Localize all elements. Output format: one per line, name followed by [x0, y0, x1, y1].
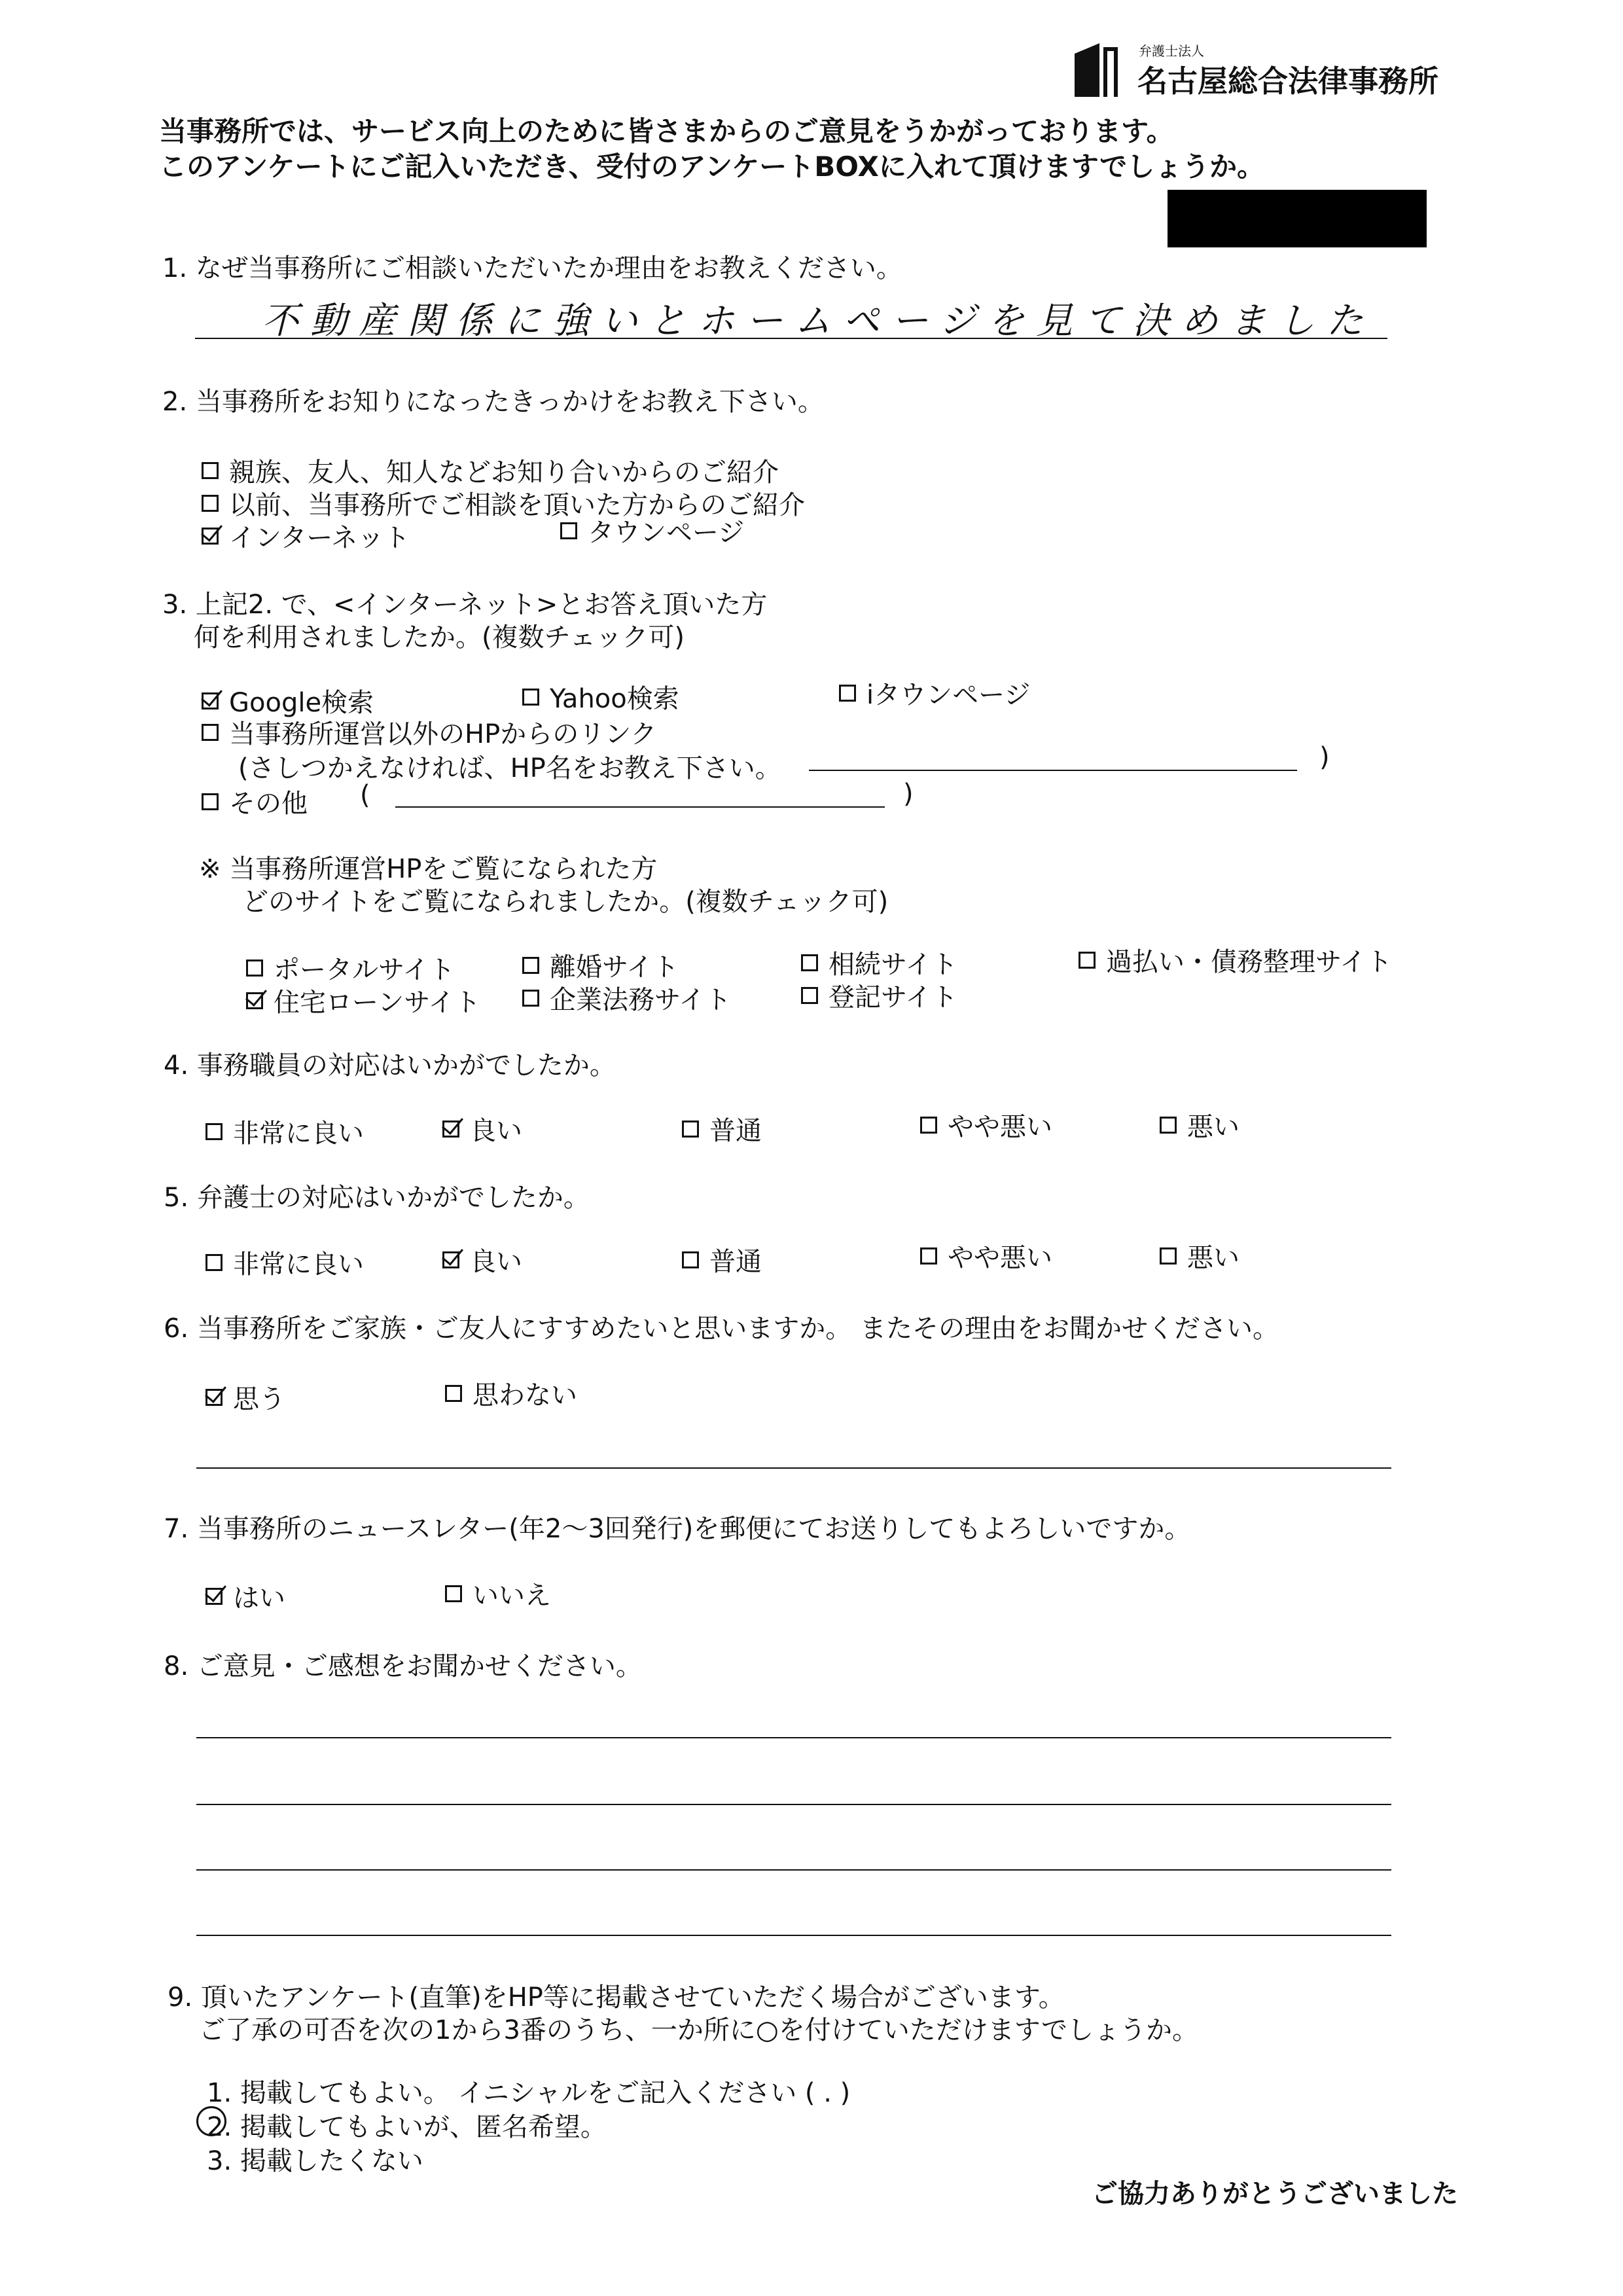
q3-option-itownpage[interactable]: iタウンページ	[839, 674, 1030, 711]
thanks-message: ご協力ありがとうございました	[1092, 2179, 1458, 2209]
q5-option-very-good[interactable]: 非常に良い	[205, 1244, 364, 1281]
checkbox[interactable]	[202, 724, 219, 741]
intro-line-2: このアンケートにご記入いただき、受付のアンケートBOXに入れて頂けますでしょうか。	[159, 151, 1265, 183]
q8-comment-line-3[interactable]	[196, 1869, 1391, 1871]
firm-logo-mark	[1073, 41, 1119, 99]
checkbox-checked[interactable]	[202, 692, 219, 709]
checkbox[interactable]	[522, 689, 539, 706]
q6-reason-line[interactable]	[196, 1467, 1391, 1469]
q3-other-paren-open: (	[360, 780, 370, 810]
checkbox[interactable]	[205, 1254, 223, 1271]
checkbox[interactable]	[920, 1117, 937, 1134]
q4-option-bad[interactable]: 悪い	[1160, 1106, 1240, 1143]
logo-small-text: 弁護士法人	[1139, 43, 1204, 59]
q4-option-average[interactable]: 普通	[682, 1110, 762, 1147]
checkbox[interactable]	[801, 987, 818, 1004]
checkbox-checked[interactable]	[442, 1121, 459, 1138]
q9-question-line-2: ご了承の可否を次の1から3番のうち、一か所に○を付けていただけますでしょうか。	[199, 2015, 1198, 2045]
redaction-box	[1168, 190, 1427, 247]
q6-question: 6. 当事務所をご家族・ご友人にすすめたいと思いますか。 またその理由をお聞かせください。	[164, 1314, 1279, 1344]
q3-site-portal[interactable]: ポータルサイト	[246, 949, 455, 986]
q9-selection-circle	[196, 2106, 226, 2136]
checkbox[interactable]	[1160, 1117, 1177, 1134]
checkbox[interactable]	[839, 685, 856, 702]
q3-site-corporate[interactable]: 企業法務サイト	[522, 979, 731, 1016]
q7-question: 7. 当事務所のニュースレター(年2〜3回発行)を郵便にてお送りしてもよろしいですか。	[164, 1514, 1191, 1544]
q2-option-internet[interactable]: インターネット	[202, 517, 410, 554]
q3-site-registration[interactable]: 登記サイト	[801, 977, 957, 1014]
checkbox-checked[interactable]	[202, 528, 219, 545]
checkbox[interactable]	[682, 1251, 699, 1268]
q3-site-debt[interactable]: 過払い・債務整理サイト	[1079, 941, 1392, 978]
q3-other-paren-close: )	[903, 779, 914, 809]
q2-option-family-referral[interactable]: 親族、友人、知人などお知り合いからのご紹介	[202, 452, 779, 489]
q3-link-paren-close: )	[1319, 742, 1330, 772]
q3-option-google[interactable]: Google検索	[202, 682, 374, 719]
q3-question-line-1: 3. 上記2. で、<インターネット>とお答え頂いた方	[162, 590, 768, 620]
q1-handwritten-answer: 不動産関係に強いとホームページを見て決めました	[262, 300, 1375, 342]
q6-option-yes[interactable]: 思う	[205, 1378, 285, 1416]
q3-option-other[interactable]: その他	[202, 783, 308, 820]
q5-option-bad[interactable]: 悪い	[1160, 1237, 1240, 1274]
checkbox[interactable]	[246, 960, 263, 977]
checkbox[interactable]	[682, 1121, 699, 1138]
checkbox[interactable]	[445, 1585, 462, 1602]
checkbox[interactable]	[445, 1385, 462, 1402]
q8-question: 8. ご意見・ご感想をお聞かせください。	[164, 1651, 642, 1681]
q7-option-no[interactable]: いいえ	[445, 1575, 551, 1612]
q5-option-somewhat-bad[interactable]: やや悪い	[920, 1237, 1052, 1274]
q9-option-2[interactable]: 2. 掲載してもよいが、匿名希望。	[207, 2112, 607, 2142]
checkbox[interactable]	[1160, 1247, 1177, 1265]
firm-logo	[1073, 41, 1466, 99]
q6-option-no[interactable]: 思わない	[445, 1374, 577, 1412]
q5-option-average[interactable]: 普通	[682, 1241, 762, 1278]
q9-option-3[interactable]: 3. 掲載したくない	[207, 2146, 423, 2176]
q7-option-yes[interactable]: はい	[205, 1577, 285, 1615]
q4-option-somewhat-bad[interactable]: やや悪い	[920, 1106, 1052, 1143]
checkbox[interactable]	[920, 1247, 937, 1265]
q8-comment-line-4[interactable]	[196, 1935, 1391, 1936]
q3-site-housing-loan[interactable]: 住宅ローンサイト	[246, 982, 480, 1019]
q8-comment-line-2[interactable]	[196, 1804, 1391, 1805]
q4-option-very-good[interactable]: 非常に良い	[205, 1113, 364, 1150]
q3-question-line-2: 何を利用されましたか。(複数チェック可)	[194, 622, 685, 653]
q9-option-1[interactable]: 1. 掲載してもよい。 イニシャルをご記入ください ( . )	[207, 2078, 851, 2108]
q1-answer-line	[195, 338, 1387, 339]
q3-link-note: (さしつかえなければ、HP名をお教え下さい。	[238, 753, 781, 783]
checkbox-checked[interactable]	[205, 1389, 223, 1406]
q2-option-townpage[interactable]: タウンページ	[560, 512, 744, 549]
q5-option-good[interactable]: 良い	[442, 1241, 522, 1278]
checkbox-checked[interactable]	[246, 992, 263, 1009]
checkbox[interactable]	[202, 793, 219, 810]
q9-question-line-1: 9. 頂いたアンケート(直筆)をHP等に掲載させていただく場合がございます。	[168, 1982, 1065, 2013]
checkbox[interactable]	[202, 495, 219, 512]
q3-site-divorce[interactable]: 離婚サイト	[522, 946, 679, 984]
checkbox[interactable]	[522, 990, 539, 1007]
q2-question: 2. 当事務所をお知りになったきっかけをお教え下さい。	[162, 387, 824, 417]
q1-question: 1. なぜ当事務所にご相談いただいたか理由をお教えください。	[162, 253, 902, 283]
intro-line-1: 当事務所では、サービス向上のために皆さまからのご意見をうかがっております。	[159, 115, 1174, 147]
q5-question: 5. 弁護士の対応はいかがでしたか。	[164, 1183, 590, 1213]
q4-option-good[interactable]: 良い	[442, 1110, 522, 1147]
checkbox-checked[interactable]	[442, 1251, 459, 1268]
checkbox-checked[interactable]	[205, 1588, 223, 1605]
q4-question: 4. 事務職員の対応はいかがでしたか。	[164, 1050, 616, 1081]
checkbox[interactable]	[205, 1123, 223, 1140]
q8-comment-line-1[interactable]	[196, 1737, 1391, 1738]
checkbox[interactable]	[202, 462, 219, 479]
checkbox[interactable]	[1079, 952, 1096, 969]
logo-firm-name: 名古屋総合法律事務所	[1137, 63, 1438, 99]
checkbox[interactable]	[560, 522, 577, 539]
q3-sub-question-line-1: ※ 当事務所運営HPをご覧になられた方	[199, 854, 658, 884]
q3-sub-question-line-2: どのサイトをご覧になられましたか。(複数チェック可)	[242, 887, 889, 917]
checkbox[interactable]	[522, 957, 539, 974]
q2-option-past-client-referral[interactable]: 以前、当事務所でご相談を頂いた方からのご紹介	[202, 484, 805, 522]
checkbox[interactable]	[801, 954, 818, 971]
q3-link-answer-line	[809, 770, 1297, 771]
q3-option-external-link[interactable]: 当事務所運営以外のHPからのリンク	[202, 713, 656, 751]
q3-option-yahoo[interactable]: Yahoo検索	[522, 678, 679, 715]
q3-other-answer-line[interactable]	[395, 806, 885, 808]
q3-site-inheritance[interactable]: 相続サイト	[801, 944, 957, 981]
